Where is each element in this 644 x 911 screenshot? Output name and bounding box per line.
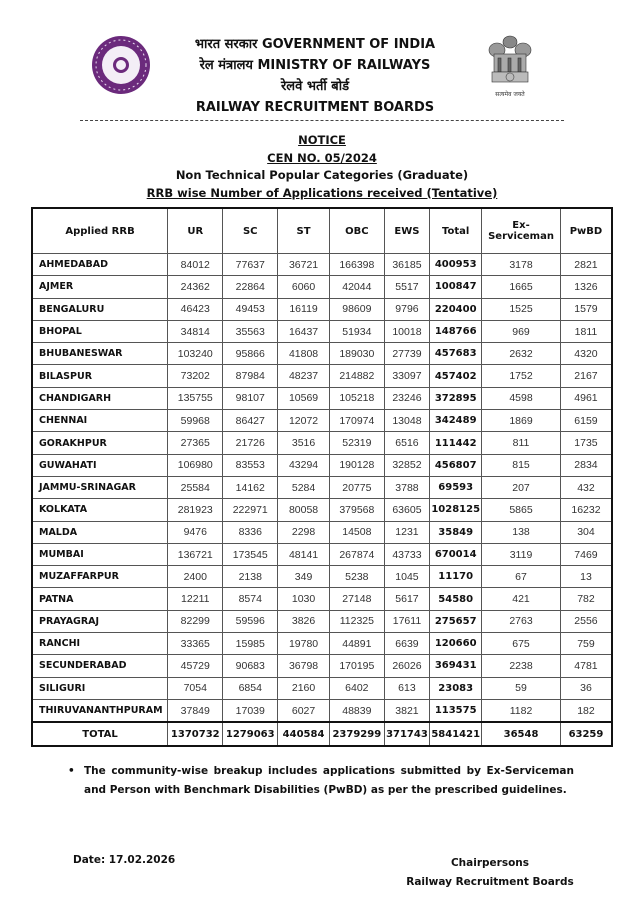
- table-row: [32, 276, 612, 298]
- total-cell: 69593: [430, 476, 482, 498]
- table-cell: 51934: [330, 320, 385, 342]
- table-cell: 37849: [168, 699, 223, 722]
- table-cell: 207: [482, 476, 561, 498]
- table-cell: 1579: [560, 298, 612, 320]
- rrb-name-cell: CHENNAI: [32, 410, 168, 432]
- table-cell: 5238: [330, 566, 385, 588]
- rrb-name-cell: GORAKHPUR: [32, 432, 168, 454]
- rrb-name-cell: PATNA: [32, 588, 168, 610]
- table-row: [32, 365, 612, 387]
- total-cell: 113575: [430, 699, 482, 722]
- table-cell: 105218: [330, 387, 385, 409]
- notice-category: Non Technical Popular Categories (Graduate): [175, 168, 469, 182]
- table-cell: 6402: [330, 677, 385, 699]
- table-cell: 16437: [278, 320, 330, 342]
- table-cell: 8336: [223, 521, 278, 543]
- rrb-name-cell: BENGALURU: [32, 298, 168, 320]
- rrb-name-cell: THIRUVANANTHPURAM: [32, 699, 168, 722]
- table-cell: 6159: [560, 410, 612, 432]
- table-cell: 421: [482, 588, 561, 610]
- table-cell: 6854: [223, 677, 278, 699]
- table-cell: 9476: [168, 521, 223, 543]
- rrb-name-cell: SILIGURI: [32, 677, 168, 699]
- signatory-organization: Railway Recruitment Boards: [406, 876, 574, 888]
- table-row: [32, 320, 612, 342]
- table-cell: 8574: [223, 588, 278, 610]
- table-cell: 2298: [278, 521, 330, 543]
- table-cell: 33097: [384, 365, 430, 387]
- table-cell: 36721: [278, 254, 330, 276]
- table-cell: 98107: [223, 387, 278, 409]
- table-cell: 1869: [482, 410, 561, 432]
- table-cell: 83553: [223, 454, 278, 476]
- table-cell: 782: [560, 588, 612, 610]
- table-cell: 22864: [223, 276, 278, 298]
- table-cell: 4961: [560, 387, 612, 409]
- table-cell: 23246: [384, 387, 430, 409]
- table-cell: 63259: [560, 722, 612, 746]
- national-emblem-icon: [480, 30, 540, 102]
- table-cell: 2400: [168, 566, 223, 588]
- table-cell: 36798: [278, 655, 330, 677]
- table-cell: 613: [384, 677, 430, 699]
- table-cell: 17611: [384, 610, 430, 632]
- table-cell: 2167: [560, 365, 612, 387]
- table-cell: 6516: [384, 432, 430, 454]
- table-cell: 182: [560, 699, 612, 722]
- table-cell: 27739: [384, 343, 430, 365]
- table-cell: 190128: [330, 454, 385, 476]
- rrb-name-cell: TOTAL: [32, 722, 168, 746]
- total-cell: 23083: [430, 677, 482, 699]
- table-cell: 49453: [223, 298, 278, 320]
- table-cell: 222971: [223, 499, 278, 521]
- table-cell: 1752: [482, 365, 561, 387]
- note-bullet-item: [68, 762, 574, 799]
- table-cell: 82299: [168, 610, 223, 632]
- table-row: [32, 588, 612, 610]
- table-cell: 5284: [278, 476, 330, 498]
- total-cell: 100847: [430, 276, 482, 298]
- total-cell: 670014: [430, 543, 482, 565]
- column-header: EWS: [384, 208, 430, 254]
- table-cell: 815: [482, 454, 561, 476]
- table-cell: 2238: [482, 655, 561, 677]
- total-cell: 456807: [430, 454, 482, 476]
- table-cell: 4320: [560, 343, 612, 365]
- table-cell: 86427: [223, 410, 278, 432]
- rrb-name-cell: MUMBAI: [32, 543, 168, 565]
- total-cell: 11170: [430, 566, 482, 588]
- table-cell: 17039: [223, 699, 278, 722]
- total-cell: 220400: [430, 298, 482, 320]
- table-cell: 26026: [384, 655, 430, 677]
- table-cell: 36185: [384, 254, 430, 276]
- rrb-name-cell: SECUNDERABAD: [32, 655, 168, 677]
- rrb-name-cell: JAMMU-SRINAGAR: [32, 476, 168, 498]
- table-cell: 84012: [168, 254, 223, 276]
- total-cell: 148766: [430, 320, 482, 342]
- table-cell: 21726: [223, 432, 278, 454]
- table-cell: 43294: [278, 454, 330, 476]
- total-cell: 369431: [430, 655, 482, 677]
- table-cell: 15985: [223, 633, 278, 655]
- table-row: [32, 387, 612, 409]
- table-cell: 3826: [278, 610, 330, 632]
- table-cell: 95866: [223, 343, 278, 365]
- table-cell: 7469: [560, 543, 612, 565]
- table-cell: 440584: [278, 722, 330, 746]
- table-row: [32, 566, 612, 588]
- table-row: [32, 343, 612, 365]
- notice-title: NOTICE: [298, 133, 346, 147]
- table-cell: 189030: [330, 343, 385, 365]
- table-cell: 2160: [278, 677, 330, 699]
- table-cell: 112325: [330, 610, 385, 632]
- header-line-ministry: [150, 55, 480, 76]
- total-cell: 120660: [430, 633, 482, 655]
- table-cell: 1370732: [168, 722, 223, 746]
- rrb-name-cell: AHMEDABAD: [32, 254, 168, 276]
- table-cell: 16119: [278, 298, 330, 320]
- column-header: OBC: [330, 208, 385, 254]
- table-cell: 2763: [482, 610, 561, 632]
- table-cell: 90683: [223, 655, 278, 677]
- table-cell: 214882: [330, 365, 385, 387]
- table-cell: 2821: [560, 254, 612, 276]
- table-cell: 25584: [168, 476, 223, 498]
- column-header: Total: [430, 208, 482, 254]
- table-row: [32, 610, 612, 632]
- table-cell: 27365: [168, 432, 223, 454]
- table-cell: 12211: [168, 588, 223, 610]
- table-cell: 6060: [278, 276, 330, 298]
- header-hindi-ministry: रेल मंत्रालय: [199, 58, 253, 73]
- header-english-rrb: RAILWAY RECRUITMENT BOARDS: [195, 100, 435, 115]
- table-cell: 379568: [330, 499, 385, 521]
- rrb-name-cell: CHANDIGARH: [32, 387, 168, 409]
- table-cell: 811: [482, 432, 561, 454]
- rrb-name-cell: KOLKATA: [32, 499, 168, 521]
- table-cell: 13048: [384, 410, 430, 432]
- table-cell: 166398: [330, 254, 385, 276]
- table-cell: 349: [278, 566, 330, 588]
- table-cell: 33365: [168, 633, 223, 655]
- table-cell: 43733: [384, 543, 430, 565]
- bullet-icon: •: [68, 765, 75, 777]
- table-cell: 170195: [330, 655, 385, 677]
- rrb-name-cell: PRAYAGRAJ: [32, 610, 168, 632]
- table-cell: 281923: [168, 499, 223, 521]
- table-cell: 1665: [482, 276, 561, 298]
- table-cell: 87984: [223, 365, 278, 387]
- table-cell: 1030: [278, 588, 330, 610]
- total-cell: 35849: [430, 521, 482, 543]
- table-row: [32, 410, 612, 432]
- table-row: [32, 454, 612, 476]
- table-cell: 170974: [330, 410, 385, 432]
- rrb-name-cell: BHOPAL: [32, 320, 168, 342]
- table-cell: 1811: [560, 320, 612, 342]
- total-cell: 400953: [430, 254, 482, 276]
- table-cell: 2632: [482, 343, 561, 365]
- table-cell: 67: [482, 566, 561, 588]
- rrb-name-cell: RANCHI: [32, 633, 168, 655]
- table-cell: 304: [560, 521, 612, 543]
- table-cell: 14508: [330, 521, 385, 543]
- table-cell: 103240: [168, 343, 223, 365]
- table-row: [32, 543, 612, 565]
- table-cell: 59596: [223, 610, 278, 632]
- table-cell: 32852: [384, 454, 430, 476]
- table-cell: 1279063: [223, 722, 278, 746]
- rrb-name-cell: BILASPUR: [32, 365, 168, 387]
- table-cell: 19780: [278, 633, 330, 655]
- table-cell: 44891: [330, 633, 385, 655]
- table-cell: 2834: [560, 454, 612, 476]
- table-cell: 5517: [384, 276, 430, 298]
- table-cell: 59968: [168, 410, 223, 432]
- rrb-name-cell: BHUBANESWAR: [32, 343, 168, 365]
- table-cell: 42044: [330, 276, 385, 298]
- total-cell: 111442: [430, 432, 482, 454]
- table-cell: 1735: [560, 432, 612, 454]
- table-cell: 2379299: [330, 722, 385, 746]
- table-cell: 4781: [560, 655, 612, 677]
- table-cell: 80058: [278, 499, 330, 521]
- notice-subtitle: RRB wise Number of Applications received (Tentative): [146, 185, 498, 200]
- table-cell: 173545: [223, 543, 278, 565]
- table-cell: 16232: [560, 499, 612, 521]
- cen-number: CEN NO. 05/2024: [267, 150, 377, 165]
- table-cell: 136721: [168, 543, 223, 565]
- table-header-row: [32, 208, 612, 254]
- rrb-name-cell: MUZAFFARPUR: [32, 566, 168, 588]
- table-cell: 1045: [384, 566, 430, 588]
- table-cell: 1182: [482, 699, 561, 722]
- table-cell: 48237: [278, 365, 330, 387]
- table-cell: 1231: [384, 521, 430, 543]
- table-cell: 52319: [330, 432, 385, 454]
- header-line-government: [150, 34, 480, 55]
- table-cell: 45729: [168, 655, 223, 677]
- table-cell: 63605: [384, 499, 430, 521]
- applications-table: [31, 207, 613, 747]
- table-cell: 46423: [168, 298, 223, 320]
- table-cell: 10569: [278, 387, 330, 409]
- table-cell: 14162: [223, 476, 278, 498]
- table-cell: 20775: [330, 476, 385, 498]
- table-cell: 48141: [278, 543, 330, 565]
- table-cell: 3516: [278, 432, 330, 454]
- table-cell: 41808: [278, 343, 330, 365]
- column-header: PwBD: [560, 208, 612, 254]
- rrb-name-cell: MALDA: [32, 521, 168, 543]
- table-cell: 77637: [223, 254, 278, 276]
- table-body: [32, 254, 612, 747]
- table-cell: 106980: [168, 454, 223, 476]
- table-cell: 371743: [384, 722, 430, 746]
- table-cell: 13: [560, 566, 612, 588]
- table-cell: 24362: [168, 276, 223, 298]
- table-cell: 35563: [223, 320, 278, 342]
- header-english-ministry: MINISTRY OF RAILWAYS: [257, 58, 431, 73]
- table-row: [32, 699, 612, 722]
- total-cell: 372895: [430, 387, 482, 409]
- table-cell: 3788: [384, 476, 430, 498]
- table-cell: 5865: [482, 499, 561, 521]
- table-cell: 12072: [278, 410, 330, 432]
- table-cell: 1525: [482, 298, 561, 320]
- railways-logo-ring-icon: [92, 36, 150, 94]
- table-cell: 432: [560, 476, 612, 498]
- table-row: [32, 254, 612, 276]
- header-divider: [80, 120, 564, 121]
- signatory-block: [390, 854, 590, 892]
- table-row: [32, 633, 612, 655]
- table-cell: 2138: [223, 566, 278, 588]
- table-cell: 5617: [384, 588, 430, 610]
- header-hindi-government: भारत सरकार: [194, 37, 258, 52]
- table-cell: 759: [560, 633, 612, 655]
- notice-heading: [0, 132, 644, 202]
- rrb-name-cell: AJMER: [32, 276, 168, 298]
- signatory-title: Chairpersons: [450, 857, 530, 869]
- table-cell: 36548: [482, 722, 561, 746]
- total-cell: 5841421: [430, 722, 482, 746]
- column-header: Applied RRB: [32, 208, 168, 254]
- total-cell: 54580: [430, 588, 482, 610]
- table-cell: 2556: [560, 610, 612, 632]
- emblem-motto: सत्यमेव जयते: [495, 91, 525, 98]
- table-cell: 3119: [482, 543, 561, 565]
- table-cell: 138: [482, 521, 561, 543]
- table-cell: 7054: [168, 677, 223, 699]
- header-hindi-rrb: रेलवे भर्ती बोर्ड: [280, 79, 350, 94]
- column-header: Ex-​Serviceman: [482, 208, 561, 254]
- table-cell: 6639: [384, 633, 430, 655]
- table-cell: 3821: [384, 699, 430, 722]
- table-row: [32, 298, 612, 320]
- table-cell: 675: [482, 633, 561, 655]
- total-cell: 275657: [430, 610, 482, 632]
- column-header: UR: [168, 208, 223, 254]
- table-cell: 59: [482, 677, 561, 699]
- table-cell: 267874: [330, 543, 385, 565]
- table-row: [32, 432, 612, 454]
- table-cell: 9796: [384, 298, 430, 320]
- table-cell: 36: [560, 677, 612, 699]
- indian-railways-logo: [92, 36, 150, 94]
- table-cell: 1326: [560, 276, 612, 298]
- table-row: [32, 677, 612, 699]
- column-header: ST: [278, 208, 330, 254]
- rrb-name-cell: GUWAHATI: [32, 454, 168, 476]
- total-cell: 457402: [430, 365, 482, 387]
- column-header: SC: [223, 208, 278, 254]
- note-text: The community-wise breakup includes applications submitted by Ex-Serviceman and Person with Benchmark Disabilities (PwBD) as per the prescribed guidelines.: [84, 765, 574, 796]
- table-row: [32, 499, 612, 521]
- table-cell: 135755: [168, 387, 223, 409]
- table-cell: 6027: [278, 699, 330, 722]
- table-cell: 3178: [482, 254, 561, 276]
- header-english-government: GOVERNMENT OF INDIA: [261, 37, 436, 52]
- table-row: [32, 476, 612, 498]
- table-total-row: [32, 722, 612, 746]
- total-cell: 1028125: [430, 499, 482, 521]
- table-cell: 98609: [330, 298, 385, 320]
- table-cell: 34814: [168, 320, 223, 342]
- letterhead: [150, 34, 480, 118]
- table-cell: 73202: [168, 365, 223, 387]
- table-cell: 969: [482, 320, 561, 342]
- total-cell: 342489: [430, 410, 482, 432]
- table-cell: 48839: [330, 699, 385, 722]
- total-cell: 457683: [430, 343, 482, 365]
- table-cell: 10018: [384, 320, 430, 342]
- table-row: [32, 655, 612, 677]
- table-cell: 27148: [330, 588, 385, 610]
- table-row: [32, 521, 612, 543]
- notice-date: Date: 17.02.2026: [73, 854, 176, 866]
- table-cell: 4598: [482, 387, 561, 409]
